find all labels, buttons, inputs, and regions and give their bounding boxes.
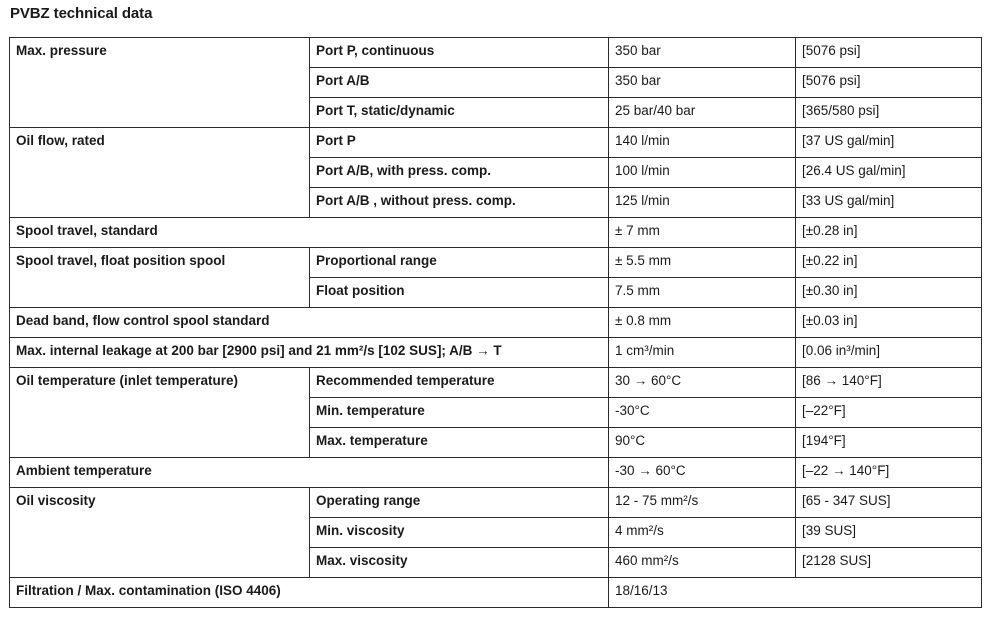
row-label: Oil viscosity [10,488,310,578]
metric-value: ± 7 mm [609,218,796,248]
metric-value: 350 bar [609,68,796,98]
sub-label: Port T, static/dynamic [310,98,609,128]
sub-label: Min. temperature [310,398,609,428]
row-label: Ambient temperature [10,458,609,488]
metric-value: 7.5 mm [609,278,796,308]
sub-label: Proportional range [310,248,609,278]
imperial-value: [39 SUS] [796,518,982,548]
metric-value: 140 l/min [609,128,796,158]
table-row [10,368,982,398]
imperial-value: [5076 psi] [796,38,982,68]
metric-value: 90°C [609,428,796,458]
metric-value: -30 → 60°C [609,458,796,488]
imperial-value: [–22 → 140°F] [796,458,982,488]
page-title: PVBZ technical data [10,5,153,22]
sub-label: Max. temperature [310,428,609,458]
table-row [10,458,982,488]
imperial-value: [±0.22 in] [796,248,982,278]
imperial-value: [5076 psi] [796,68,982,98]
imperial-value: [194°F] [796,428,982,458]
table-row [10,308,982,338]
table-row [10,128,982,158]
technical-data-table [9,37,982,608]
metric-value: 460 mm²/s [609,548,796,578]
sub-label: Port P, continuous [310,38,609,68]
row-label: Oil temperature (inlet temperature) [10,368,310,458]
table-row [10,488,982,518]
imperial-value: [–22°F] [796,398,982,428]
sub-label: Port A/B [310,68,609,98]
metric-value: ± 0.8 mm [609,308,796,338]
imperial-value: [0.06 in³/min] [796,338,982,368]
sub-label: Port P [310,128,609,158]
sub-label: Operating range [310,488,609,518]
row-label: Oil flow, rated [10,128,310,218]
sub-label: Min. viscosity [310,518,609,548]
sub-label: Max. viscosity [310,548,609,578]
imperial-value: [37 US gal/min] [796,128,982,158]
metric-value: 30 → 60°C [609,368,796,398]
metric-value: 125 l/min [609,188,796,218]
row-label: Filtration / Max. contamination (ISO 4406) [10,578,609,608]
imperial-value: [65 - 347 SUS] [796,488,982,518]
metric-value: 100 l/min [609,158,796,188]
row-label: Max. pressure [10,38,310,128]
metric-value: 18/16/13 [609,578,982,608]
row-label: Max. internal leakage at 200 bar [2900 psi] and 21 mm²/s [102 SUS]; A/B → T [10,338,609,368]
sub-label: Port A/B , without press. comp. [310,188,609,218]
imperial-value: [365/580 psi] [796,98,982,128]
row-label: Dead band, flow control spool standard [10,308,609,338]
table-row [10,248,982,278]
table-row [10,338,982,368]
row-label: Spool travel, standard [10,218,609,248]
sub-label: Port A/B, with press. comp. [310,158,609,188]
imperial-value: [86 → 140°F] [796,368,982,398]
metric-value: 12 - 75 mm²/s [609,488,796,518]
imperial-value: [±0.03 in] [796,308,982,338]
metric-value: 4 mm²/s [609,518,796,548]
imperial-value: [2128 SUS] [796,548,982,578]
metric-value: 25 bar/40 bar [609,98,796,128]
imperial-value: [33 US gal/min] [796,188,982,218]
sub-label: Recommended temperature [310,368,609,398]
metric-value: ± 5.5 mm [609,248,796,278]
row-label: Spool travel, float position spool [10,248,310,308]
imperial-value: [±0.30 in] [796,278,982,308]
imperial-value: [26.4 US gal/min] [796,158,982,188]
metric-value: 1 cm³/min [609,338,796,368]
table-row [10,578,982,608]
table-row [10,38,982,68]
sub-label: Float position [310,278,609,308]
table-row [10,218,982,248]
metric-value: 350 bar [609,38,796,68]
metric-value: -30°C [609,398,796,428]
imperial-value: [±0.28 in] [796,218,982,248]
